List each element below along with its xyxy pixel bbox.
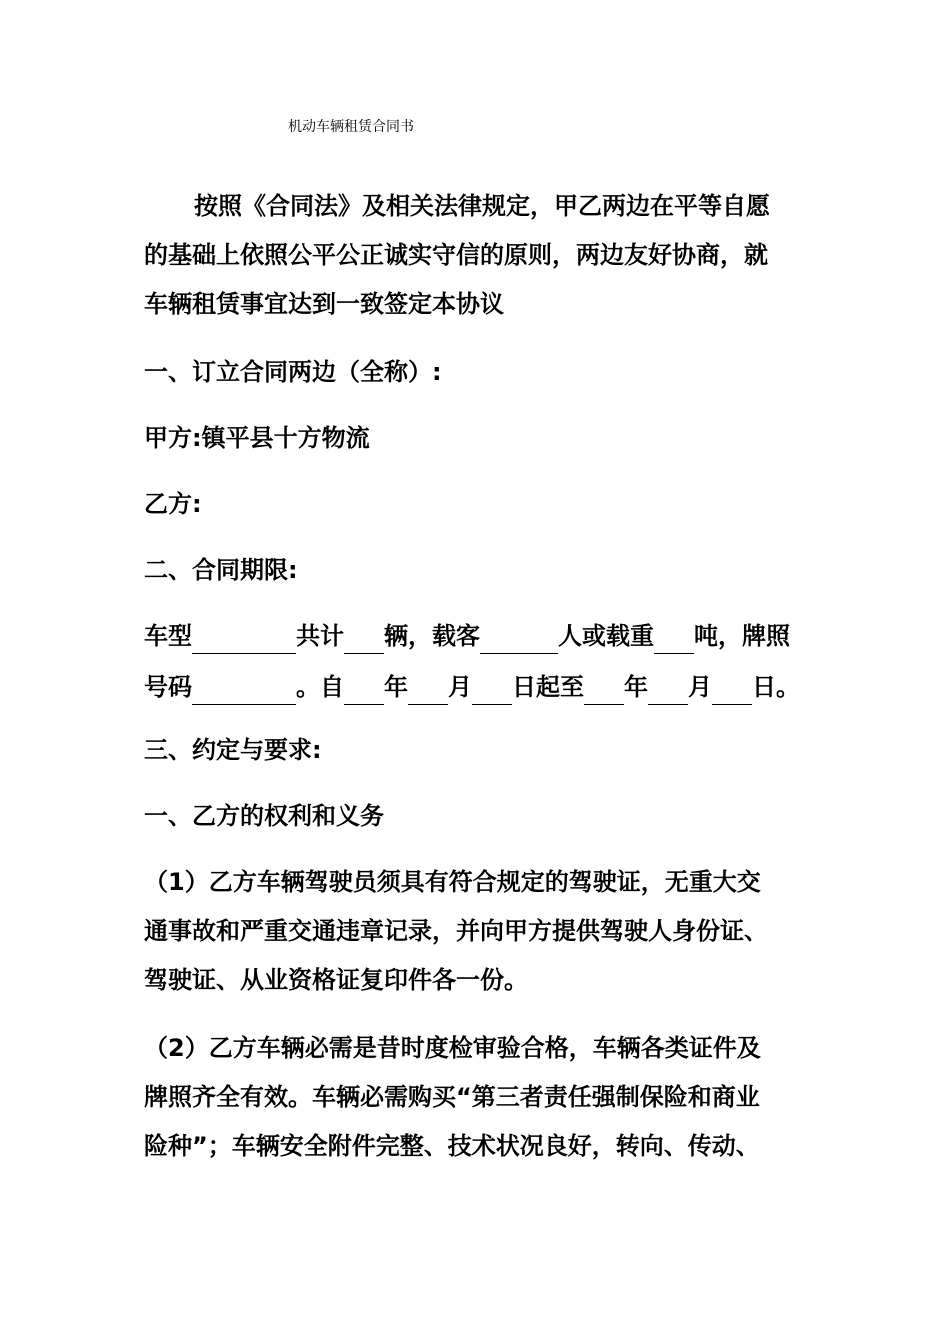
term-label-year-2: 年: [624, 673, 648, 701]
preamble-line-1: 按照《合同法》及相关法律规定，甲乙两边在平等自愿: [194, 192, 770, 220]
term-label-plate: 吨，牌照: [694, 622, 790, 650]
term-label-passengers: 辆，载客: [384, 622, 480, 650]
end-month-blank: [648, 680, 688, 705]
clause1-line-3: 驾驶证、从业资格证复印件各一份。: [144, 966, 528, 994]
term-line-2: [144, 672, 800, 705]
preamble-line-3: 车辆租赁事宜达到一致签定本协议: [144, 290, 504, 318]
section2-heading: 二、合同期限:: [144, 556, 298, 584]
load-tons-blank: [654, 629, 694, 654]
term-label-month-2: 月: [688, 673, 712, 701]
term-label-year-1: 年: [384, 673, 408, 701]
term-label-from: 。自: [296, 673, 344, 701]
clause1-line-2: 通事故和严重交通违章记录，并向甲方提供驾驶人身份证、: [144, 917, 768, 945]
clause1-line-1: （1）乙方车辆驾驶员须具有符合规定的驾驶证，无重大交: [144, 868, 761, 896]
term-label-vehicle-type: 车型: [144, 622, 192, 650]
clause2-line-1: （2）乙方车辆必需是昔时度检审验合格，车辆各类证件及: [144, 1034, 761, 1062]
vehicle-type-blank: [192, 629, 296, 654]
term-label-load: 人或载重: [558, 622, 654, 650]
start-month-blank: [408, 680, 448, 705]
clause2-line-3: 险种”；车辆安全附件完整、技术状况良好，转向、传动、: [144, 1132, 760, 1160]
document-title: 机动车辆租赁合同书: [288, 119, 414, 135]
term-label-total: 共计: [296, 622, 344, 650]
term-line-1: [144, 621, 790, 654]
term-label-until: 日起至: [512, 673, 584, 701]
preamble-line-2: 的基础上依照公平公正诚实守信的原则，两边友好协商，就: [144, 241, 768, 269]
start-day-blank: [472, 680, 512, 705]
plate-number-blank: [192, 680, 296, 705]
clause2-line-2: 牌照齐全有效。车辆必需购买“第三者责任强制保险和商业: [144, 1083, 760, 1111]
sub1-heading: 一、乙方的权利和义务: [144, 802, 384, 830]
term-label-month-1: 月: [448, 673, 472, 701]
section3-heading: 三、约定与要求:: [144, 736, 322, 764]
end-day-blank: [712, 680, 752, 705]
end-year-blank: [584, 680, 624, 705]
passenger-count-blank: [480, 629, 558, 654]
party-a: 甲方:镇平县十方物流: [144, 424, 370, 452]
start-year-blank: [344, 680, 384, 705]
vehicle-count-blank: [344, 629, 384, 654]
term-label-number: 号码: [144, 673, 192, 701]
party-b: 乙方:: [144, 490, 202, 518]
section1-heading: 一、订立合同两边（全称）:: [144, 358, 442, 386]
term-label-day-2: 日。: [752, 673, 800, 701]
